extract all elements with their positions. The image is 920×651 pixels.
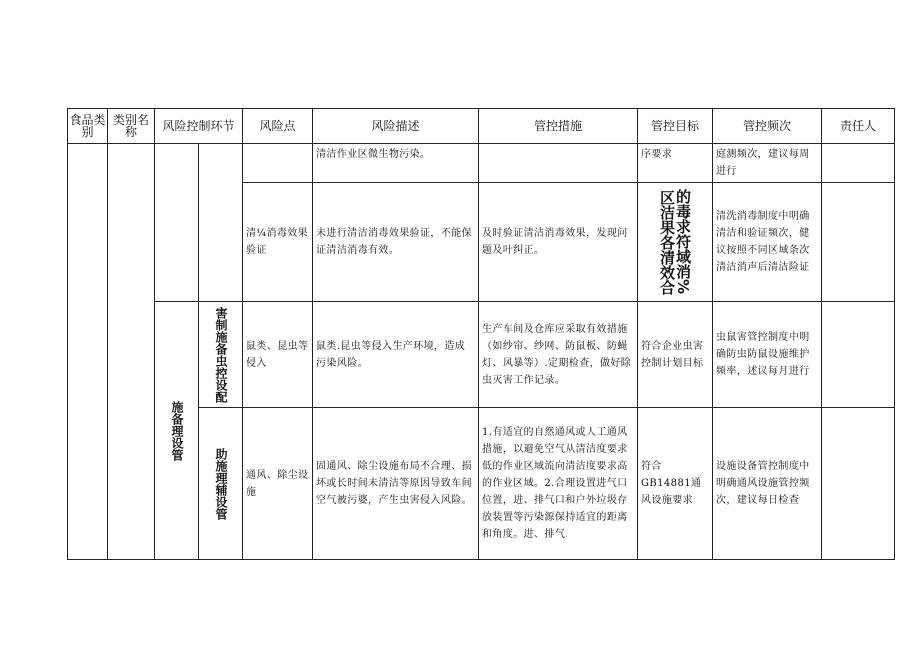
target-cell: 符合企业虫害控制计划目标 [638, 302, 713, 408]
target-cell: 符合GB14881通风设施要求 [638, 408, 713, 560]
risk-control-table [67, 108, 895, 560]
responsible-cell [822, 144, 895, 183]
target-cell: 的毒求符域消%区洁果各清效合 [638, 183, 713, 302]
responsible-cell [822, 183, 895, 302]
measures-cell: 及时验证清洁消毒效果，发现问题及叶纠正。 [479, 183, 638, 302]
header-risk-point: 风险点 [243, 109, 313, 144]
risk-point-cell: 清¼消毒效果验证 [243, 183, 313, 302]
header-frequency: 管控频次 [713, 109, 822, 144]
risk-point-cell: 通风、除尘设施 [243, 408, 313, 560]
frequency-cell: 庭测频次，建议每周进行 [713, 144, 822, 183]
header-control-stage: 风险控制环节 [155, 109, 243, 144]
facility-management-cell: 施备理设管 [155, 302, 199, 560]
measures-cell: 生产车间及仓库应采取有效措施（如纱帘、纱网、防鼠板、防蝇灯、风暴等）.定期检查，做好除虫灭害工作记录。 [479, 302, 638, 408]
category-name-cell [108, 144, 155, 560]
auxiliary-facility-cell: 助施理辅设管 [199, 408, 243, 560]
risk-desc-cell: 清洁作业区微生物污染。 [313, 144, 479, 183]
risk-point-cell: 鼠类、昆虫等侵入 [243, 302, 313, 408]
measures-cell [479, 144, 638, 183]
food-category-cell [68, 144, 108, 560]
risk-point-cell [243, 144, 313, 183]
header-food-category: 食品类别 [68, 109, 108, 144]
frequency-cell: 虫鼠害管控制度中明确防虫防鼠设施维护频率，述议每月进行 [713, 302, 822, 408]
stage-cell-top [155, 144, 199, 302]
header-target: 管控目标 [638, 109, 713, 144]
header-risk-desc: 风险描述 [313, 109, 479, 144]
responsible-cell [822, 408, 895, 560]
responsible-cell [822, 302, 895, 408]
frequency-cell: 设施设备管控制度中明确通风设施管控频次，建议每日检查 [713, 408, 822, 560]
target-cell: 序要求 [638, 144, 713, 183]
risk-desc-cell: 鼠类.昆虫等侵入生产环境，造成污染风险。 [313, 302, 479, 408]
header-measures: 管控措施 [479, 109, 638, 144]
substage-cell-top [199, 144, 243, 302]
table-row [68, 144, 895, 183]
table-row [68, 302, 895, 408]
measures-cell: 1.有适宜的自然通风或人工通风措施，以避免空气从清洁度要求低的作业区域流向清洁度要求高的作业区域。2.合理设置进气口位置，进、排气口和户外垃圾存放装置等污染源保持适宜的距离和角度。进、排气 [479, 408, 638, 560]
header-responsible: 责任人 [822, 109, 895, 144]
header-category-name: 类别名称 [108, 109, 155, 144]
frequency-cell: 清洗消毒制度中明确清洁和验证频次，健议按照不同区域条次清洁消声后清洁险证 [713, 183, 822, 302]
risk-desc-cell: 固通风、除尘设施布局不合理、损坏或长时间未清洁等原因导致车间空气被污婆，产生虫害侵入风险。 [313, 408, 479, 560]
pest-control-cell: 害制施备虫控设配 [199, 302, 243, 408]
header-row [68, 109, 895, 144]
risk-desc-cell: 未进行清洁消毒效果验证，不能保证清洁消毒有效。 [313, 183, 479, 302]
